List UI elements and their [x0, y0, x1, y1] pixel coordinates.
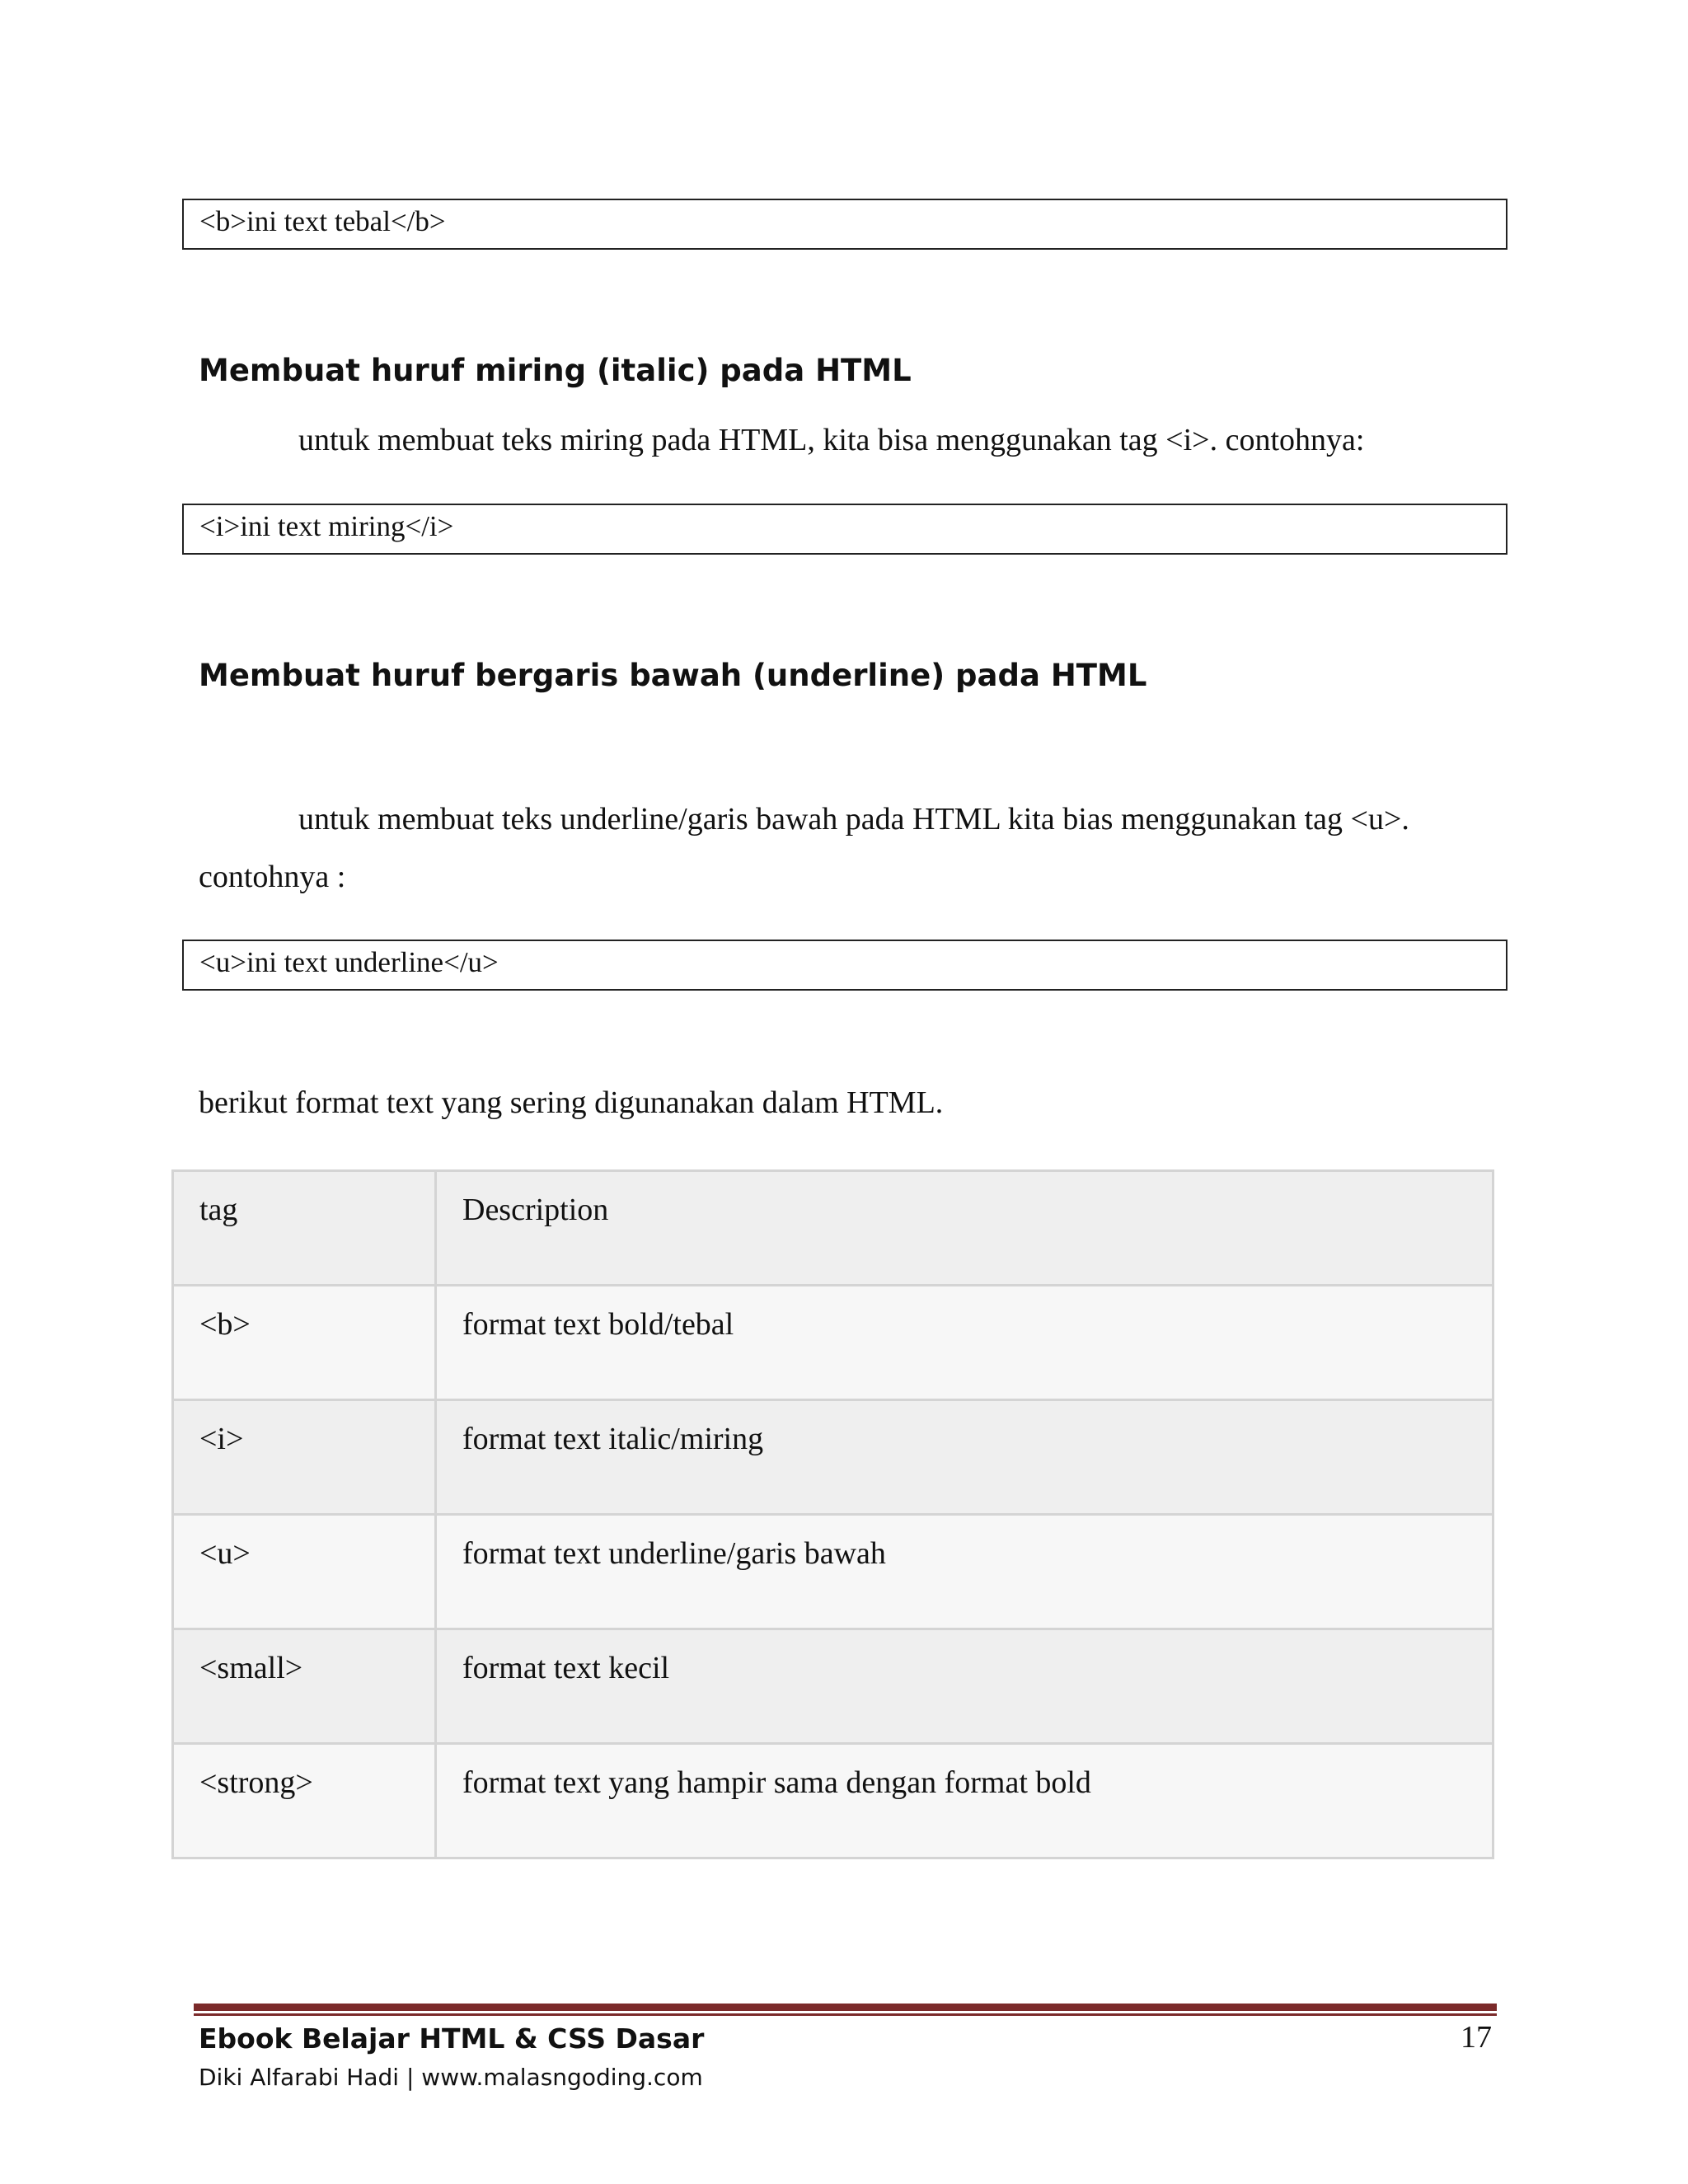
table-cell-tag: <b> [173, 1286, 436, 1400]
table-cell-description: format text kecil [436, 1629, 1493, 1744]
table-cell-description: format text underline/garis bawah [436, 1515, 1493, 1629]
paragraph-underline: untuk membuat teks underline/garis bawah pada HTML kita bias menggunakan tag <u>. contohnya : [199, 802, 1409, 894]
paragraph-table-intro: berikut format text yang sering digunanakan dalam HTML. [199, 1085, 944, 1120]
heading-italic: Membuat huruf miring (italic) pada HTML [199, 353, 912, 388]
table-cell-description: format text italic/miring [436, 1400, 1493, 1515]
table-row [173, 1515, 1493, 1629]
page-number: 17 [1461, 2020, 1492, 2055]
code-example-bold: <b>ini text tebal</b> [182, 199, 1507, 250]
table-cell-tag: <i> [173, 1400, 436, 1515]
table-cell-tag: <strong> [173, 1744, 436, 1858]
table-header-cell: tag [173, 1171, 436, 1286]
footer-author: Diki Alfarabi Hadi | www.malasngoding.com [199, 2064, 703, 2091]
table-cell-description: format text yang hampir sama dengan format bold [436, 1744, 1493, 1858]
heading-underline: Membuat huruf bergaris bawah (underline) pada HTML [199, 658, 1147, 693]
paragraph-italic: untuk membuat teks miring pada HTML, kita bisa menggunakan tag <i>. contohnya: [298, 423, 1365, 457]
table-cell-tag: <small> [173, 1629, 436, 1744]
table-row [173, 1286, 1493, 1400]
footer-divider [194, 2004, 1497, 2011]
table-row [173, 1400, 1493, 1515]
footer-book-title: Ebook Belajar HTML & CSS Dasar [199, 2022, 705, 2055]
table-cell-description: format text bold/tebal [436, 1286, 1493, 1400]
table-cell-tag: <u> [173, 1515, 436, 1629]
format-tags-table [171, 1169, 1494, 1859]
footer-divider-thin [194, 2013, 1497, 2016]
code-example-underline: <u>ini text underline</u> [182, 940, 1507, 991]
table-header-row [173, 1171, 1493, 1286]
code-example-italic: <i>ini text miring</i> [182, 504, 1507, 555]
table-row [173, 1744, 1493, 1858]
table-header-cell: Description [436, 1171, 1493, 1286]
table-row [173, 1629, 1493, 1744]
